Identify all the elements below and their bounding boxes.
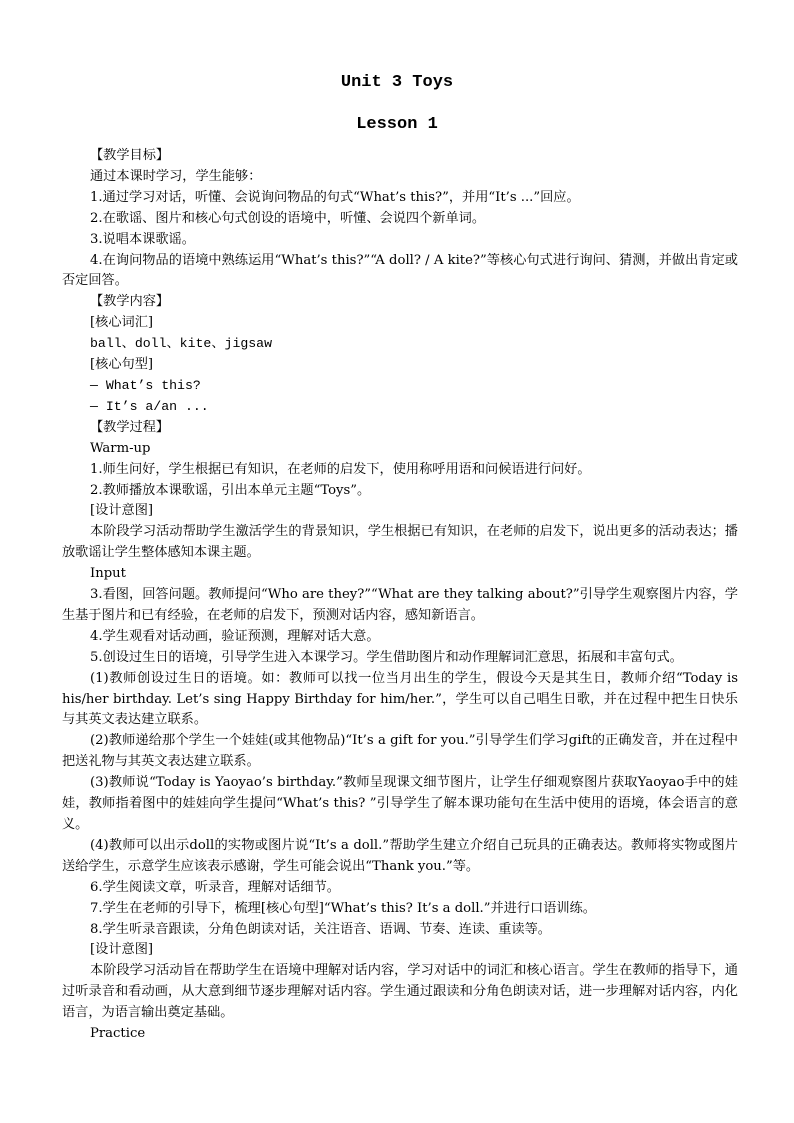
design-intent-text: 本阶段学习活动旨在帮助学生在语境中理解对话内容，学习对话中的词汇和核心语言。学生在教师的指导下，通过听录音和看动画，从大意到细节逐步理解对话内容。学生通过跟读和分角色朗读对话，进一步理解对话内容，内化语言，为语言输出奠定基础。	[62, 963, 738, 1021]
process-step: 7.学生在老师的引导下，梳理[核心句型]“What’s this? It’s a doll.”并进行口语训练。	[90, 900, 596, 916]
process-step: 1.师生问好，学生根据已有知识，在老师的启发下，使用称呼用语和问候语进行问好。	[90, 461, 591, 477]
process-substep: (3)教师说“Today is Yaoyao’s birthday.”教师呈现课文细节图片，让学生仔细观察图片获取Yaoyao手中的娃娃，教师指着图中的娃娃向学生提问“What’s this? ”引导学生了解本课功能句在生活中使用的语境，体会语言的意义。	[62, 775, 738, 832]
sentence-pattern: — What’s this?	[90, 377, 201, 393]
document-body	[62, 146, 738, 1045]
process-step: 6.学生阅读文章，听录音，理解对话细节。	[90, 879, 340, 895]
objective-item: 2.在歌谣、图片和核心句式创设的语境中，听懂、会说四个新单词。	[90, 210, 486, 226]
process-step: 8.学生听录音跟读，分角色朗读对话，关注语音、语调、节奏、连读、重读等。	[90, 921, 551, 937]
sentence-pattern: — It’s a/an ...	[90, 398, 209, 414]
process-step: 3.看图，回答问题。教师提问“Who are they?”“What are they talking about?”引导学生观察图片内容，学生基于图片和已有经验，在老师的启发下，预测对话内容，感知新语言。	[62, 587, 738, 623]
process-substep: (4)教师可以出示doll的实物或图片说“It’s a doll.”帮助学生建立介绍自己玩具的正确表达。教师将实物或图片送给学生，示意学生应该表示感谢，学生可能会说出“Thank you.”等。	[62, 837, 738, 874]
process-substep: (2)教师递给那个学生一个娃娃(或其他物品)“It’s a gift for you.”引导学生们学习gift的正确发音，并在过程中把送礼物与其英文表达建立联系。	[62, 733, 738, 770]
stage-label-practice: Practice	[90, 1026, 146, 1042]
objective-item: 1.通过学习对话，听懂、会说询问物品的句式“What’s this?”，并用“It’s ...”回应。	[90, 189, 580, 205]
section-heading-process: 【教学过程】	[90, 419, 170, 435]
section-heading-content: 【教学内容】	[90, 294, 170, 310]
lesson-subtitle: Lesson 1	[356, 115, 438, 134]
design-intent-text: 本阶段学习活动帮助学生激活学生的背景知识，学生根据已有知识，在老师的启发下，说出更多的活动表达；播放歌谣让学生整体感知本课主题。	[62, 524, 738, 561]
process-step: 5.创设过生日的语境，引导学生进入本课学习。学生借助图片和动作理解词汇意思，拓展和丰富句式。	[90, 649, 683, 665]
paragraph: 通过本课时学习，学生能够：	[90, 168, 262, 184]
subheading-design-intent: [设计意图]	[90, 942, 154, 958]
vocabulary-list: ball、doll、kite、jigsaw	[90, 336, 273, 352]
subheading-core-vocabulary: [核心词汇]	[90, 315, 154, 331]
objective-item: 4.在询问物品的语境中熟练运用“What’s this?”“A doll? / A kite?”等核心句式进行询问、猜测，并做出肯定或否定回答。	[62, 252, 738, 289]
objective-item: 3.说唱本课歌谣。	[90, 231, 195, 247]
stage-label-warmup: Warm-up	[90, 440, 151, 456]
process-step: 4.学生观看对话动画，验证预测，理解对话大意。	[90, 628, 380, 644]
page-title: Unit 3 Toys	[340, 73, 454, 92]
stage-label-input: Input	[90, 566, 126, 582]
section-heading-objectives: 【教学目标】	[90, 148, 170, 163]
process-substep: (1)教师创设过生日的语境。如：教师可以找一位当月出生的学生，假设今天是其生日，教师介绍“Today is his/her birthday. Let’s sing Happy Birthday for him/her.”，学生可以自己唱生日歌，并在过程中把生日快乐与其英文表达建立联系。	[62, 670, 738, 728]
process-step: 2.教师播放本课歌谣，引出本单元主题“Toys”。	[90, 482, 371, 498]
subheading-design-intent: [设计意图]	[90, 503, 154, 519]
subheading-core-sentences: [核心句型]	[90, 357, 154, 373]
